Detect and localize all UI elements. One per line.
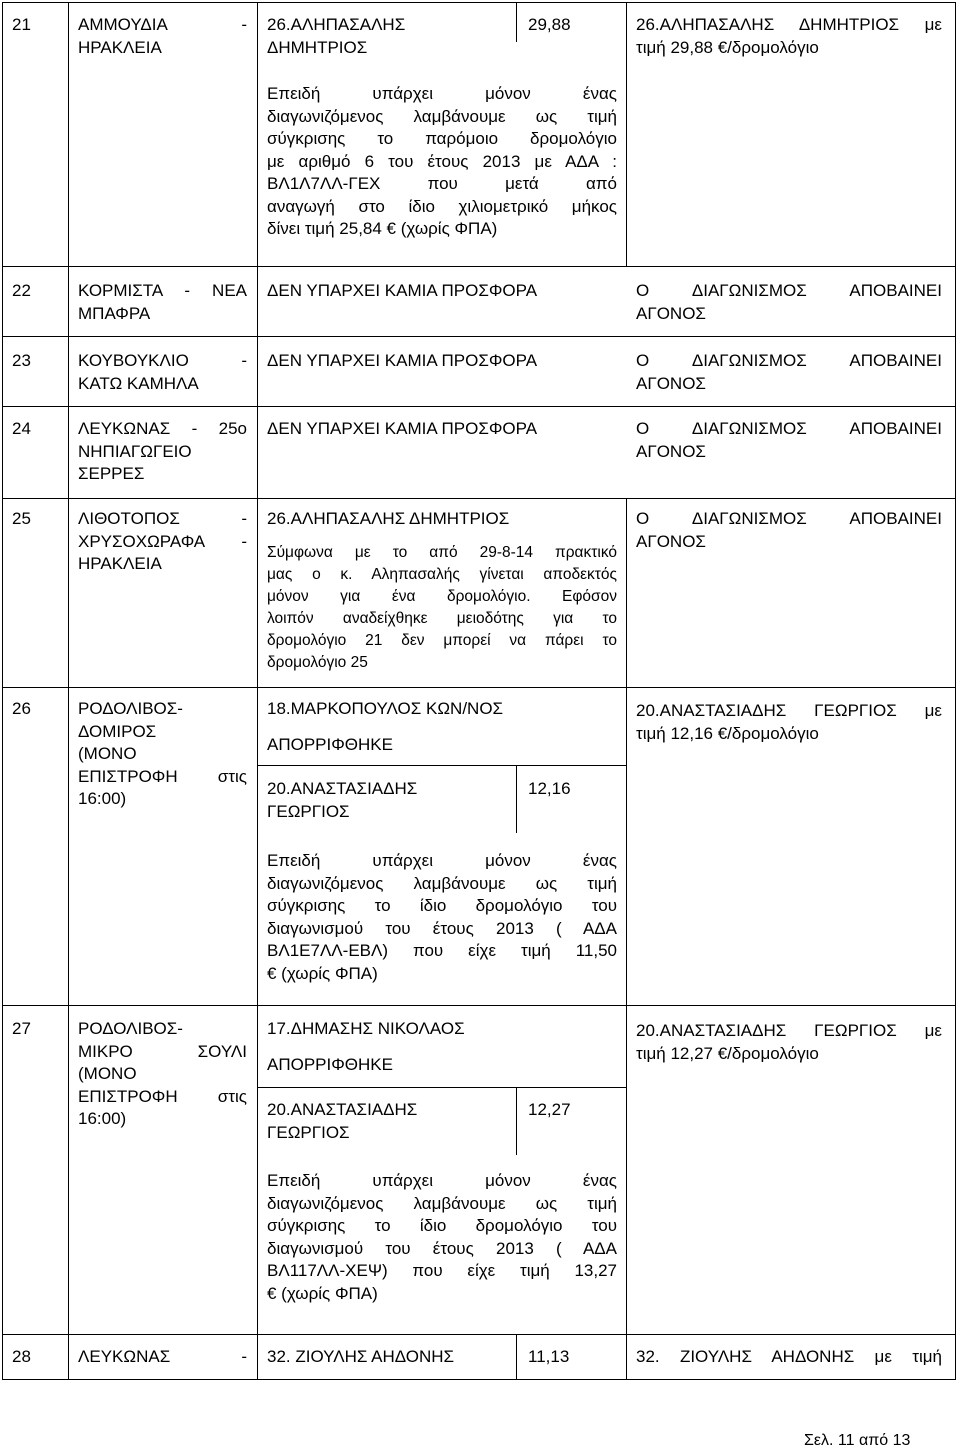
- row-number: 26: [12, 699, 31, 718]
- route-name: ΚΟΡΜΙΣΤΑ - ΝΕΑ ΜΠΑΦΡΑ: [78, 281, 247, 323]
- route-name: ΛΕΥΚΩΝΑΣ -: [78, 1347, 247, 1366]
- col-divider: [626, 2, 627, 266]
- col-divider: [516, 1334, 517, 1380]
- row-divider: [2, 336, 956, 337]
- rejected-status: ΑΠΟΡΡΙΦΘΗΚΕ: [267, 735, 393, 754]
- row-number: 21: [12, 15, 31, 34]
- row-number: 22: [12, 281, 31, 300]
- row-divider: [2, 406, 956, 407]
- bidder-name: 20.ΑΝΑΣΤΑΣΙΑΔΗΣ ΓΕΩΡΓΙΟΣ: [267, 1100, 418, 1142]
- comparison-note: Σύμφωνα με το από 29-8-14 πρακτικό μας ο κ. Αληπασαλής γίνεται αποδεκτός μόνον για ένα δρομολόγιο. Εφόσον λοιπόν αναδείχθηκε μειοδότης για το δρομολόγιο 21 δεν μπορεί να πάρει το δρομολόγιο 25: [267, 544, 617, 671]
- award-result: Ο ΔΙΑΓΩΝΙΣΜΟΣ ΑΠΟΒΑΙΝΕΙ ΑΓΟΝΟΣ: [636, 509, 942, 551]
- col-divider: [626, 498, 627, 1380]
- row-number: 28: [12, 1347, 31, 1366]
- comparison-note: Επειδή υπάρχει μόνον ένας διαγωνιζόμενος λαμβάνουμε ως τιμή σύγκρισης το ίδιο δρομολόγιο του διαγωνισμού του έτους 2013 ( ΑΔΑ ΒΛ117ΛΛ-ΧΕΨ) που είχε τιμή 13,27 € (χωρίς ΦΠΑ): [267, 1171, 617, 1303]
- route-name: ΚΟΥΒΟΥΚΛΙΟ - ΚΑΤΩ ΚΑΜΗΛΑ: [78, 351, 247, 393]
- route-name: ΡΟΔΟΛΙΒΟΣ- ΜΙΚΡΟ ΣΟΥΛΙ (ΜΟΝΟ ΕΠΙΣΤΡΟΦΗ στις 16:00): [78, 1019, 247, 1128]
- cell-divider: [257, 765, 626, 766]
- row-number: 27: [12, 1019, 31, 1038]
- bidder-name: 20.ΑΝΑΣΤΑΣΙΑΔΗΣ ΓΕΩΡΓΙΟΣ: [267, 779, 418, 821]
- row-divider: [2, 1334, 956, 1335]
- col-divider: [68, 2, 69, 1380]
- cell-divider: [257, 1087, 626, 1088]
- price-value: 11,13: [528, 1347, 570, 1366]
- row-divider: [2, 266, 956, 267]
- col-divider: [516, 1087, 517, 1155]
- row-divider: [2, 687, 956, 688]
- row-number: 23: [12, 351, 31, 370]
- award-result: 20.ΑΝΑΣΤΑΣΙΑΔΗΣ ΓΕΩΡΓΙΟΣ με τιμή 12,27 €/δρομολόγιο: [636, 1021, 942, 1063]
- route-name: ΛΙΘΟΤΟΠΟΣ - ΧΡΥΣΟΧΩΡΑΦΑ - ΗΡΑΚΛΕΙΑ: [78, 509, 247, 573]
- award-result: 26.ΑΛΗΠΑΣΑΛΗΣ ΔΗΜΗΤΡΙΟΣ με τιμή 29,88 €/δρομολόγιο: [636, 15, 942, 57]
- no-offer-text: ΔΕΝ ΥΠΑΡΧΕΙ ΚΑΜΙΑ ΠΡΟΣΦΟΡΑ: [267, 281, 538, 300]
- award-result: Ο ΔΙΑΓΩΝΙΣΜΟΣ ΑΠΟΒΑΙΝΕΙ ΑΓΟΝΟΣ: [636, 351, 942, 393]
- rejected-bidder-name: 18.ΜΑΡΚΟΠΟΥΛΟΣ ΚΩΝ/ΝΟΣ: [267, 699, 504, 718]
- row-divider: [2, 498, 956, 499]
- award-result: 20.ΑΝΑΣΤΑΣΙΑΔΗΣ ΓΕΩΡΓΙΟΣ με τιμή 12,16 €/δρομολόγιο: [636, 701, 942, 743]
- col-divider: [257, 2, 258, 1380]
- row-number: 24: [12, 419, 31, 438]
- route-name: ΑΜΜΟΥΔΙΑ - ΗΡΑΚΛΕΙΑ: [78, 15, 247, 57]
- bidder-name: 26.ΑΛΗΠΑΣΑΛΗΣ ΔΗΜΗΤΡΙΟΣ: [267, 509, 510, 528]
- rejected-status: ΑΠΟΡΡΙΦΘΗΚΕ: [267, 1055, 393, 1074]
- route-name: ΛΕΥΚΩΝΑΣ - 25ο ΝΗΠΙΑΓΩΓΕΙΟ ΣΕΡΡΕΣ: [78, 419, 247, 483]
- no-offer-text: ΔΕΝ ΥΠΑΡΧΕΙ ΚΑΜΙΑ ΠΡΟΣΦΟΡΑ: [267, 419, 538, 438]
- comparison-note: Επειδή υπάρχει μόνον ένας διαγωνιζόμενος λαμβάνουμε ως τιμή σύγκρισης το παρόμοιο δρομολόγιο με αριθμό 6 του έτους 2013 με ΑΔΑ : ΒΛ1Λ7ΛΛ-ΓΕΧ που μετά από αναγωγή στο ίδιο χιλιομετρικό μήκος δίνει τιμή 25,84 € (χωρίς ΦΠΑ): [267, 84, 617, 238]
- no-offer-text: ΔΕΝ ΥΠΑΡΧΕΙ ΚΑΜΙΑ ΠΡΟΣΦΟΡΑ: [267, 351, 538, 370]
- price-value: 12,27: [528, 1100, 571, 1119]
- route-name: ΡΟΔΟΛΙΒΟΣ- ΔΟΜΙΡΟΣ (ΜΟΝΟ ΕΠΙΣΤΡΟΦΗ στις 16:00): [78, 699, 247, 808]
- bidder-name: 32. ΖΙΟΥΛΗΣ ΑΗΔΟΝΗΣ: [267, 1347, 455, 1366]
- price-value: 29,88: [528, 15, 571, 34]
- award-result: Ο ΔΙΑΓΩΝΙΣΜΟΣ ΑΠΟΒΑΙΝΕΙ ΑΓΟΝΟΣ: [636, 281, 942, 323]
- comparison-note: Επειδή υπάρχει μόνον ένας διαγωνιζόμενος λαμβάνουμε ως τιμή σύγκρισης το ίδιο δρομολόγιο του διαγωνισμού του έτους 2013 ( ΑΔΑ ΒΛ1Ε7ΛΛ-ΕΒΛ) που είχε τιμή 11,50 € (χωρίς ΦΠΑ): [267, 851, 617, 983]
- price-value: 12,16: [528, 779, 571, 798]
- award-result: Ο ΔΙΑΓΩΝΙΣΜΟΣ ΑΠΟΒΑΙΝΕΙ ΑΓΟΝΟΣ: [636, 419, 942, 461]
- rejected-bidder-name: 17.ΔΗΜΑΣΗΣ ΝΙΚΟΛΑΟΣ: [267, 1019, 465, 1038]
- award-result: 32. ΖΙΟΥΛΗΣ ΑΗΔΟΝΗΣ με τιμή: [636, 1347, 942, 1366]
- col-divider: [516, 765, 517, 833]
- row-number: 25: [12, 509, 31, 528]
- col-divider: [516, 2, 517, 42]
- row-divider: [2, 1005, 956, 1006]
- bidder-name: 26.ΑΛΗΠΑΣΑΛΗΣ ΔΗΜΗΤΡΙΟΣ: [267, 15, 406, 57]
- page-number: Σελ. 11 από 13: [804, 1432, 911, 1449]
